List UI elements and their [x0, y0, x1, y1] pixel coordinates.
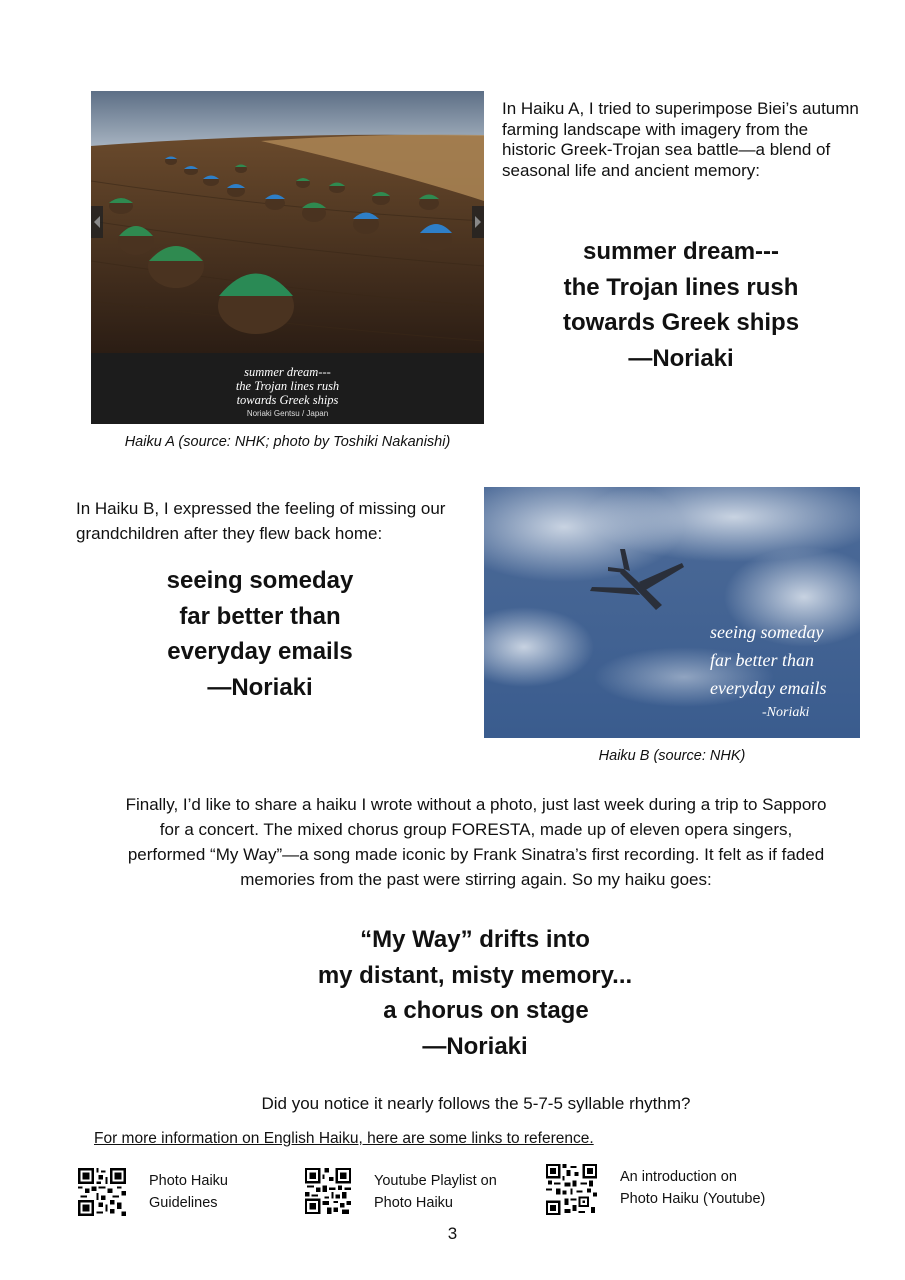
qr-code-youtube-playlist[interactable]: [305, 1168, 351, 1219]
haiku-line: my distant, misty memory...: [317, 961, 633, 989]
haiku-author: —Noriaki: [207, 673, 313, 701]
haiku-line: seeing someday: [166, 567, 354, 594]
page-number: 3: [447, 1224, 458, 1243]
haiku-line: towards Greek ships: [562, 309, 800, 336]
photo-line: summer dream---: [244, 365, 331, 379]
final-haiku-poem: [240, 922, 710, 1064]
haiku-line: “My Way” drifts into: [360, 926, 590, 953]
qr-label-line: Photo Haiku: [374, 1195, 453, 1211]
haiku-b-photo-text: [710, 618, 860, 724]
haiku-author: —Noriaki: [422, 1032, 528, 1060]
haiku-b-intro: In Haiku B, I expressed the feeling of missing our grandchildren after they flew back home:: [76, 499, 446, 543]
photo-author: -Noriaki: [762, 705, 810, 720]
qr-label-line: An introduction on: [620, 1169, 737, 1185]
haiku-b-photo: [484, 487, 860, 738]
syllable-question: Did you notice it nearly follows the 5-7-5 syllable rhythm?: [261, 1094, 691, 1113]
qr-label-line: Guidelines: [149, 1195, 218, 1211]
qr-label-line: Youtube Playlist on: [374, 1173, 497, 1189]
final-paragraph: Finally, I’d like to share a haiku I wrote without a photo, just last week during a trip to Sapporo for a concert. The mixed chorus group FORESTA, made up of eleven opera singers, performed “My Way”—a song made iconic by Frank Sinatra’s first recording. It felt as if faded memories from the past were stirring again. So my haiku goes:: [125, 795, 827, 889]
qr-code-icon: [546, 1164, 597, 1215]
haiku-a-photo-text: [91, 365, 484, 407]
haiku-a-caption: Haiku A (source: NHK; photo by Toshiki Nakanishi): [124, 434, 451, 450]
qr-label-line: Photo Haiku: [149, 1173, 228, 1189]
photo-line: everyday emails: [710, 678, 827, 698]
photo-line: far better than: [710, 650, 814, 670]
haiku-line: summer dream---: [582, 238, 780, 265]
qr-code-icon: [78, 1168, 126, 1216]
links-heading-container: [94, 1130, 794, 1148]
haiku-line: a chorus on stage: [383, 997, 589, 1024]
haiku-b-caption: Haiku B (source: NHK): [598, 748, 746, 764]
haiku-line: far better than: [179, 602, 341, 630]
photo-credit: Noriaki Gentsu / Japan: [246, 409, 329, 418]
haiku-a-intro: In Haiku A, I tried to superimpose Biei’s autumn farming landscape with imagery from the historic Greek-Trojan sea battle—a blend of seasonal life and ancient memory:: [502, 99, 859, 180]
photo-line: towards Greek ships: [236, 393, 339, 407]
haiku-line: everyday emails: [167, 638, 353, 665]
links-heading[interactable]: For more information on English Haiku, here are some links to reference.: [94, 1130, 594, 1147]
qr-code-photo-haiku-guidelines[interactable]: [78, 1168, 126, 1221]
haiku-a-poem: [500, 234, 862, 376]
haiku-line: the Trojan lines rush: [563, 273, 799, 301]
qr-code-icon: [305, 1168, 351, 1214]
qr-label-introduction: [620, 1166, 765, 1210]
haiku-b-poem: [76, 563, 444, 705]
haiku-author: —Noriaki: [628, 344, 734, 372]
haiku-a-photo: [91, 91, 484, 424]
photo-line: the Trojan lines rush: [235, 379, 340, 393]
qr-label-guidelines: [149, 1170, 228, 1214]
qr-label-youtube-playlist: [374, 1170, 497, 1214]
photo-line: seeing someday: [710, 622, 824, 642]
qr-label-line: Photo Haiku (Youtube): [620, 1191, 766, 1207]
qr-code-introduction-youtube[interactable]: [546, 1164, 597, 1220]
